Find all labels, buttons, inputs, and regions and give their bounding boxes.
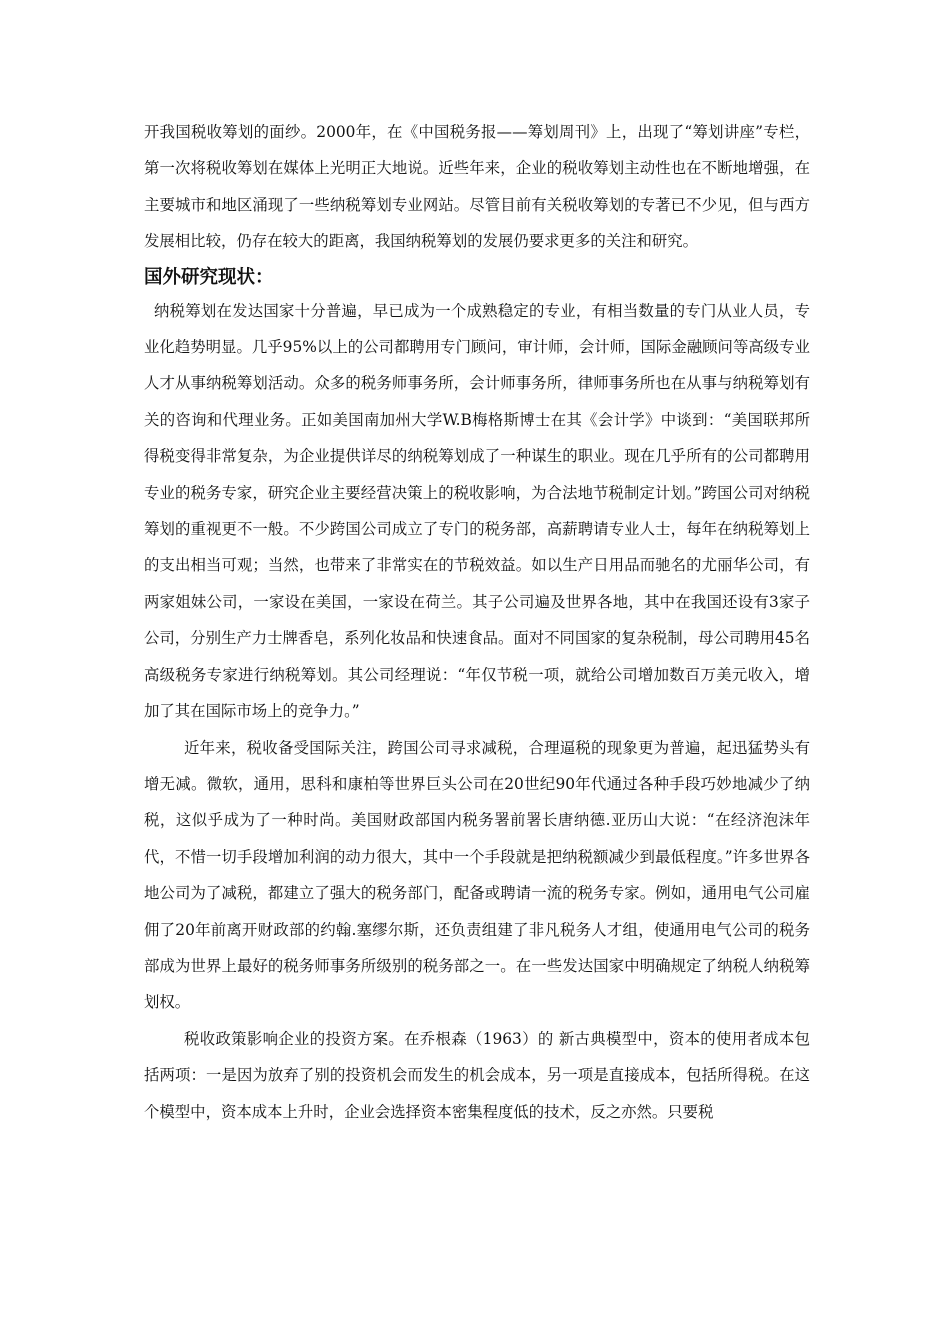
paragraph-multinational-tax-reduction: 近年来，税收备受国际关注，跨国公司寻求减税，合理逼税的现象更为普遍，起迅猛势头有增无减。微软，通用，思科和康柏等世界巨头公司在20世纪90年代通过各种手段巧妙地减少了纳税，这似乎成为了一种时尚。美国财政部国内税务署前署长唐纳德.亚历山大说：“在经济泡沫年代，不惜一切手段增加利润的动力很大，其中一个手段就是把纳税额减少到最低程度。”许多世界各地公司为了减税，都建立了强大的税务部门，配备或聘请一流的税务专家。例如，通用电气公司雇佣了20年前离开财政部的约翰.塞缪尔斯，还负责组建了非凡税务人才组，使通用电气公司的税务部成为世界上最好的税务师事务所级别的税务部之一。在一些发达国家中明确规定了纳税人纳税筹划权。 — [144, 738, 810, 1012]
paragraph-continued: 开我国税收筹划的面纱。2000年，在《中国税务报——筹划周刊》上，出现了“筹划讲座”专栏，第一次将税收筹划在媒体上光明正大地说。近些年来，企业的税收筹划主动性也在不断地增强，在主要城市和地区涌现了一些纳税筹划专业网站。尽管目前有关税收筹划的专著已不少见，但与西方发展相比较，仍存在较大的距离，我国纳税筹划的发展仍要求更多的关注和研究。 — [144, 123, 810, 251]
paragraph-tax-planning-developed-countries: 纳税筹划在发达国家十分普遍，早已成为一个成熟稳定的专业，有相当数量的专门从业人员，专业化趋势明显。几乎95%以上的公司都聘用专门顾问，审计师，会计师，国际金融顾问等高级专业人才从事纳税筹划活动。众多的税务师事务所，会计师事务所，律师事务所也在从事与纳税筹划有关的咨询和代理业务。正如美国南加州大学W.B梅格斯博士在其《会计学》中谈到：“美国联邦所得税变得非常复杂，为企业提供详尽的纳税筹划成了一种谋生的职业。现在几乎所有的公司都聘用专业的税务专家，研究企业主要经营决策上的税收影响，为合法地节税制定计划。”跨国公司对纳税筹划的重视更不一般。不少跨国公司成立了专门的税务部，高薪聘请专业人士，每年在纳税筹划上的支出相当可观；当然，也带来了非常实在的节税效益。如以生产日用品而驰名的尤丽华公司，有两家姐妹公司，一家设在美国，一家设在荷兰。其子公司遍及世界各地，其中在我国还设有3家子公司，分别生产力士牌香皂，系列化妆品和快速食品。面对不同国家的复杂税制，母公司聘用45名高级税务专家进行纳税筹划。其公司经理说：“年仅节税一项，就给公司增加数百万美元收入，增加了其在国际市场上的竞争力。” — [144, 301, 810, 721]
document-page — [144, 114, 810, 1130]
heading-foreign-research: 国外研究现状： — [144, 266, 274, 288]
paragraph-tax-policy-investment: 税收政策影响企业的投资方案。在乔根森（1963）的 新古典模型中，资本的使用者成本包括两项：一是因为放弃了别的投资机会而发生的机会成本，另一项是直接成本，包括所得税。在这个模型中，资本成本上升时，企业会选择资本密集程度低的技术，反之亦然。只要税 — [144, 1029, 810, 1121]
